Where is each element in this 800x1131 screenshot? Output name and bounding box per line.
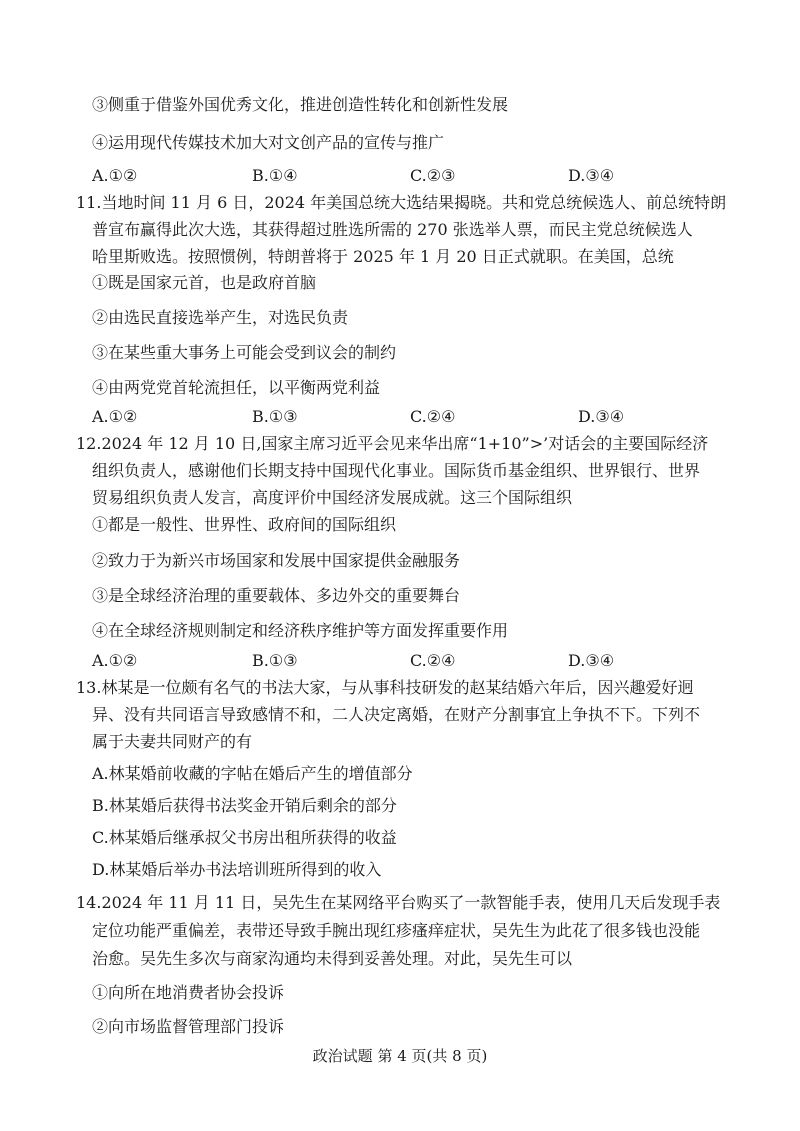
q12-option-c: C.②④ (410, 651, 456, 670)
q13-option-d: D.林某婚后举办书法培训班所得到的收入 (92, 860, 382, 879)
q11-option-c: C.②④ (410, 407, 456, 426)
q11-option-a: A.①② (92, 407, 138, 426)
q11-option-d: D.③④ (578, 407, 625, 426)
prev-option-a: A.①② (92, 166, 138, 185)
q13-option-b: B.林某婚后获得书法奖金开销后剩余的部分 (92, 796, 397, 815)
q13-option-a: A.林某婚前收藏的字帖在婚后产生的增值部分 (92, 764, 413, 783)
q12-statement-4: ④在全球经济规则制定和经济秩序维护等方面发挥重要作用 (92, 621, 509, 640)
q11-statement-4: ④由两党党首轮流担任，以平衡两党利益 (92, 378, 381, 397)
q12-option-b: B.①③ (252, 651, 298, 670)
q11-statement-3: ③在某些重大事务上可能会受到议会的制约 (92, 343, 397, 362)
q13-stem-line-2: 异、没有共同语言导致感情不和，二人决定离婚，在财产分割事宜上争执不下。下列不 (92, 705, 701, 724)
prev-option-c: C.②③ (410, 166, 456, 185)
q14-stem-line-3: 治愈。吴先生多次与商家沟通均未得到妥善处理。对此，吴先生可以 (92, 949, 573, 968)
q11-stem-line-3: 哈里斯败选。按照惯例，特朗普将于 2025 年 1 月 20 日正式就职。在美国，总统 (92, 247, 674, 266)
q13-stem-line-1: 13.林某是一位颇有名气的书法大家，与从事科技研发的赵某结婚六年后，因兴趣爱好迥 (76, 678, 694, 697)
q11-statement-1: ①既是国家元首，也是政府首脑 (92, 273, 317, 292)
page-footer: 政治试题 第 4 页(共 8 页) (312, 1047, 488, 1065)
q14-statement-2: ②向市场监督管理部门投诉 (92, 1017, 285, 1036)
q11-statement-2: ②由选民直接选举产生，对选民负责 (92, 308, 349, 327)
q14-stem-line-2: 定位功能严重偏差，表带还导致手腕出现红疹瘙痒症状，吴先生为此花了很多钱也没能 (92, 921, 701, 940)
q12-option-a: A.①② (92, 651, 138, 670)
q13-option-c: C.林某婚后继承叔父书房出租所获得的收益 (92, 828, 397, 847)
prev-option-d: D.③④ (568, 166, 615, 185)
q14-statement-1: ①向所在地消费者协会投诉 (92, 983, 285, 1002)
q12-stem-line-1: 12.2024 年 12 月 10 日,国家主席习近平会见来华出席“1+10”>’对话会的主要国际经济 (76, 434, 709, 453)
q12-stem-line-3: 贸易组织负责人发言，高度评价中国经济发展成就。这三个国际组织 (92, 488, 573, 507)
q12-stem-line-2: 组织负责人，感谢他们长期支持中国现代化事业。国际货币基金组织、世界银行、世界 (92, 461, 701, 480)
q12-statement-2: ②致力于为新兴市场国家和发展中国家提供金融服务 (92, 551, 461, 570)
q12-option-d: D.③④ (568, 651, 615, 670)
q11-option-b: B.①③ (252, 407, 298, 426)
q11-stem-line-1: 11.当地时间 11 月 6 日，2024 年美国总统大选结果揭晓。共和党总统候选人、前总统特朗 (76, 193, 727, 212)
q14-stem-line-1: 14.2024 年 11 月 11 日，吴先生在某网络平台购买了一款智能手表，使用几天后发现手表 (76, 893, 721, 912)
prev-statement-4: ④运用现代传媒技术加大对文创产品的宣传与推广 (92, 133, 445, 152)
q13-stem-line-3: 属于夫妻共同财产的有 (92, 732, 253, 751)
q12-statement-1: ①都是一般性、世界性、政府间的国际组织 (92, 515, 397, 534)
prev-statement-3: ③侧重于借鉴外国优秀文化，推进创造性转化和创新性发展 (92, 95, 509, 114)
q11-stem-line-2: 普宣布赢得此次大选，其获得超过胜选所需的 270 张选举人票，而民主党总统候选人 (92, 220, 693, 239)
prev-option-b: B.①④ (252, 166, 298, 185)
q12-statement-3: ③是全球经济治理的重要载体、多边外交的重要舞台 (92, 586, 461, 605)
